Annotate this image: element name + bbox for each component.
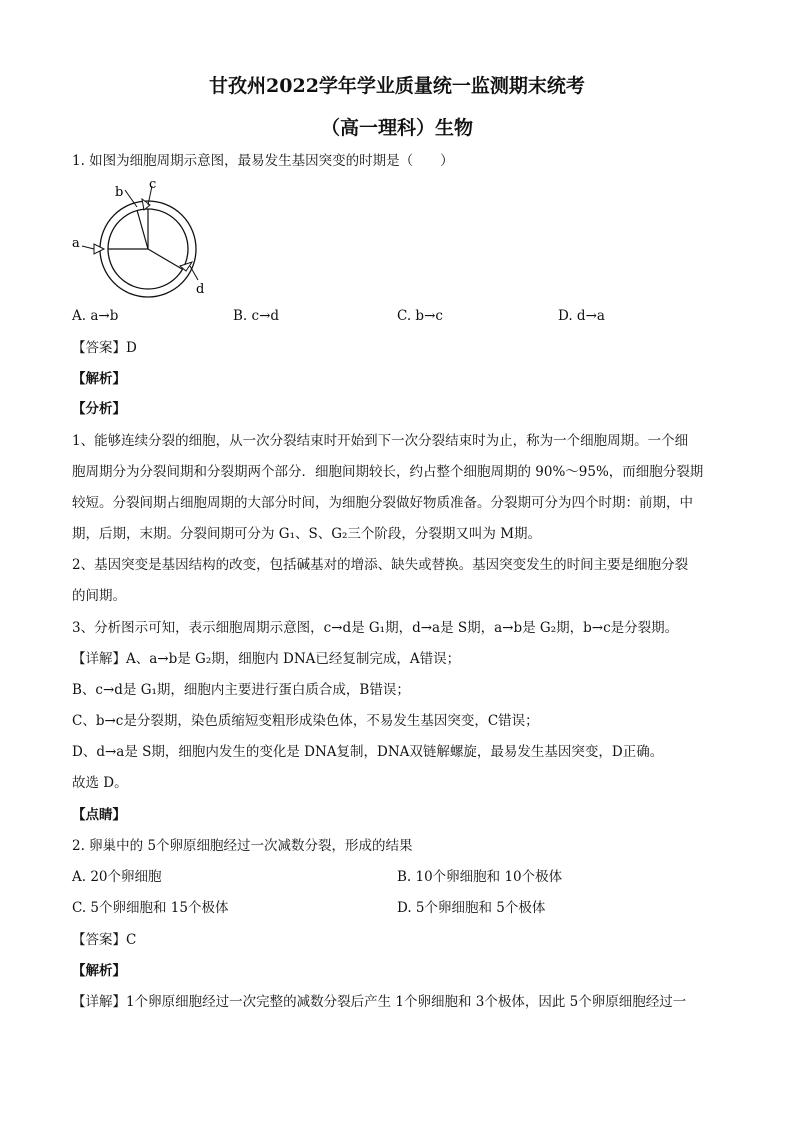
q1-option-b: B. c→d <box>233 308 280 324</box>
q1-option-c: C. b→c <box>397 308 443 324</box>
radius-b <box>137 210 148 249</box>
q1-option-a: A. a→b <box>72 308 119 324</box>
q1-para2-line1: 2、基因突变是基因结构的改变，包括碱基对的增添、缺失或替换。基因突变发生的时间主要是细胞分裂 <box>72 557 689 573</box>
q1-fenxi-tag: 【分析】 <box>72 401 126 417</box>
label-c: c <box>149 177 157 192</box>
q1-para1-line3: 较短。分裂间期占细胞周期的大部分时间，为细胞分裂做好物质准备。分裂期可分为四个时期：前期，中 <box>72 495 693 511</box>
q2-answer: 【答案】C <box>72 932 137 948</box>
q1-para2-line2: 的间期。 <box>72 588 126 604</box>
q1-detail-c: C、b→c是分裂期，染色质缩短变粗形成染色体，不易发生基因突变，C错误； <box>72 713 539 729</box>
arrow-a <box>94 244 104 254</box>
q2-option-a: A. 20个卵细胞 <box>72 869 162 885</box>
q1-stem: 1. 如图为细胞周期示意图，最易发生基因突变的时期是（ ） <box>72 153 454 169</box>
pointer-d <box>190 266 198 280</box>
q1-dianjing-tag: 【点睛】 <box>72 807 126 823</box>
label-d: d <box>196 282 205 297</box>
q1-option-d: D. d→a <box>558 308 605 324</box>
page-title: 甘孜州2022学年学业质量统一监测期末统考 <box>209 75 585 97</box>
q1-para1-line2: 胞周期分为分裂间期和分裂期两个部分．细胞间期较长，约占整个细胞周期的 90%～95%，而细胞分裂期 <box>72 464 704 480</box>
q2-option-b: B. 10个卵细胞和 10个极体 <box>397 869 563 885</box>
pointer-a <box>82 246 94 249</box>
label-b: b <box>115 185 124 200</box>
cell-cycle-diagram <box>68 172 218 300</box>
q1-detail-d: D、d→a是 S期，细胞内发生的变化是 DNA复制，DNA双链解螺旋，最易发生基因突变，D正确。 <box>72 744 664 760</box>
q2-stem: 2. 卵巢中的 5个卵原细胞经过一次减数分裂，形成的结果 <box>72 838 413 854</box>
q1-analysis-tag: 【解析】 <box>72 371 126 387</box>
q1-para1-line4: 期，后期，末期。分裂间期可分为 G₁、S、G₂三个阶段，分裂期又叫为 M期。 <box>72 526 542 542</box>
q1-choose: 故选 D。 <box>72 775 128 791</box>
q1-detail-a: 【详解】A、a→b是 G₂期，细胞内 DNA已经复制完成，A错误； <box>72 651 461 667</box>
page-subtitle: （高一理科）生物 <box>320 117 473 139</box>
radius-d <box>148 249 182 269</box>
q2-option-c: C. 5个卵细胞和 15个极体 <box>72 900 229 916</box>
q2-analysis-tag: 【解析】 <box>72 963 126 979</box>
q1-answer: 【答案】D <box>72 340 137 356</box>
q1-detail-b: B、c→d是 G₁期，细胞内主要进行蛋白质合成，B错误； <box>72 682 410 698</box>
q2-option-d: D. 5个卵细胞和 5个极体 <box>397 900 546 916</box>
q2-detail: 【详解】1个卵原细胞经过一次完整的减数分裂后产生 1个卵细胞和 3个极体，因此 5个卵原细胞经过一 <box>72 994 687 1010</box>
label-a: a <box>72 236 80 251</box>
q1-para1-line1: 1、能够连续分裂的细胞，从一次分裂结束时开始到下一次分裂结束时为止，称为一个细胞周期。一个细 <box>72 433 689 449</box>
q1-para3: 3、分析图示可知，表示细胞周期示意图，c→d是 G₁期，d→a是 S期，a→b是 G₂期，b→c是分裂期。 <box>72 620 679 636</box>
